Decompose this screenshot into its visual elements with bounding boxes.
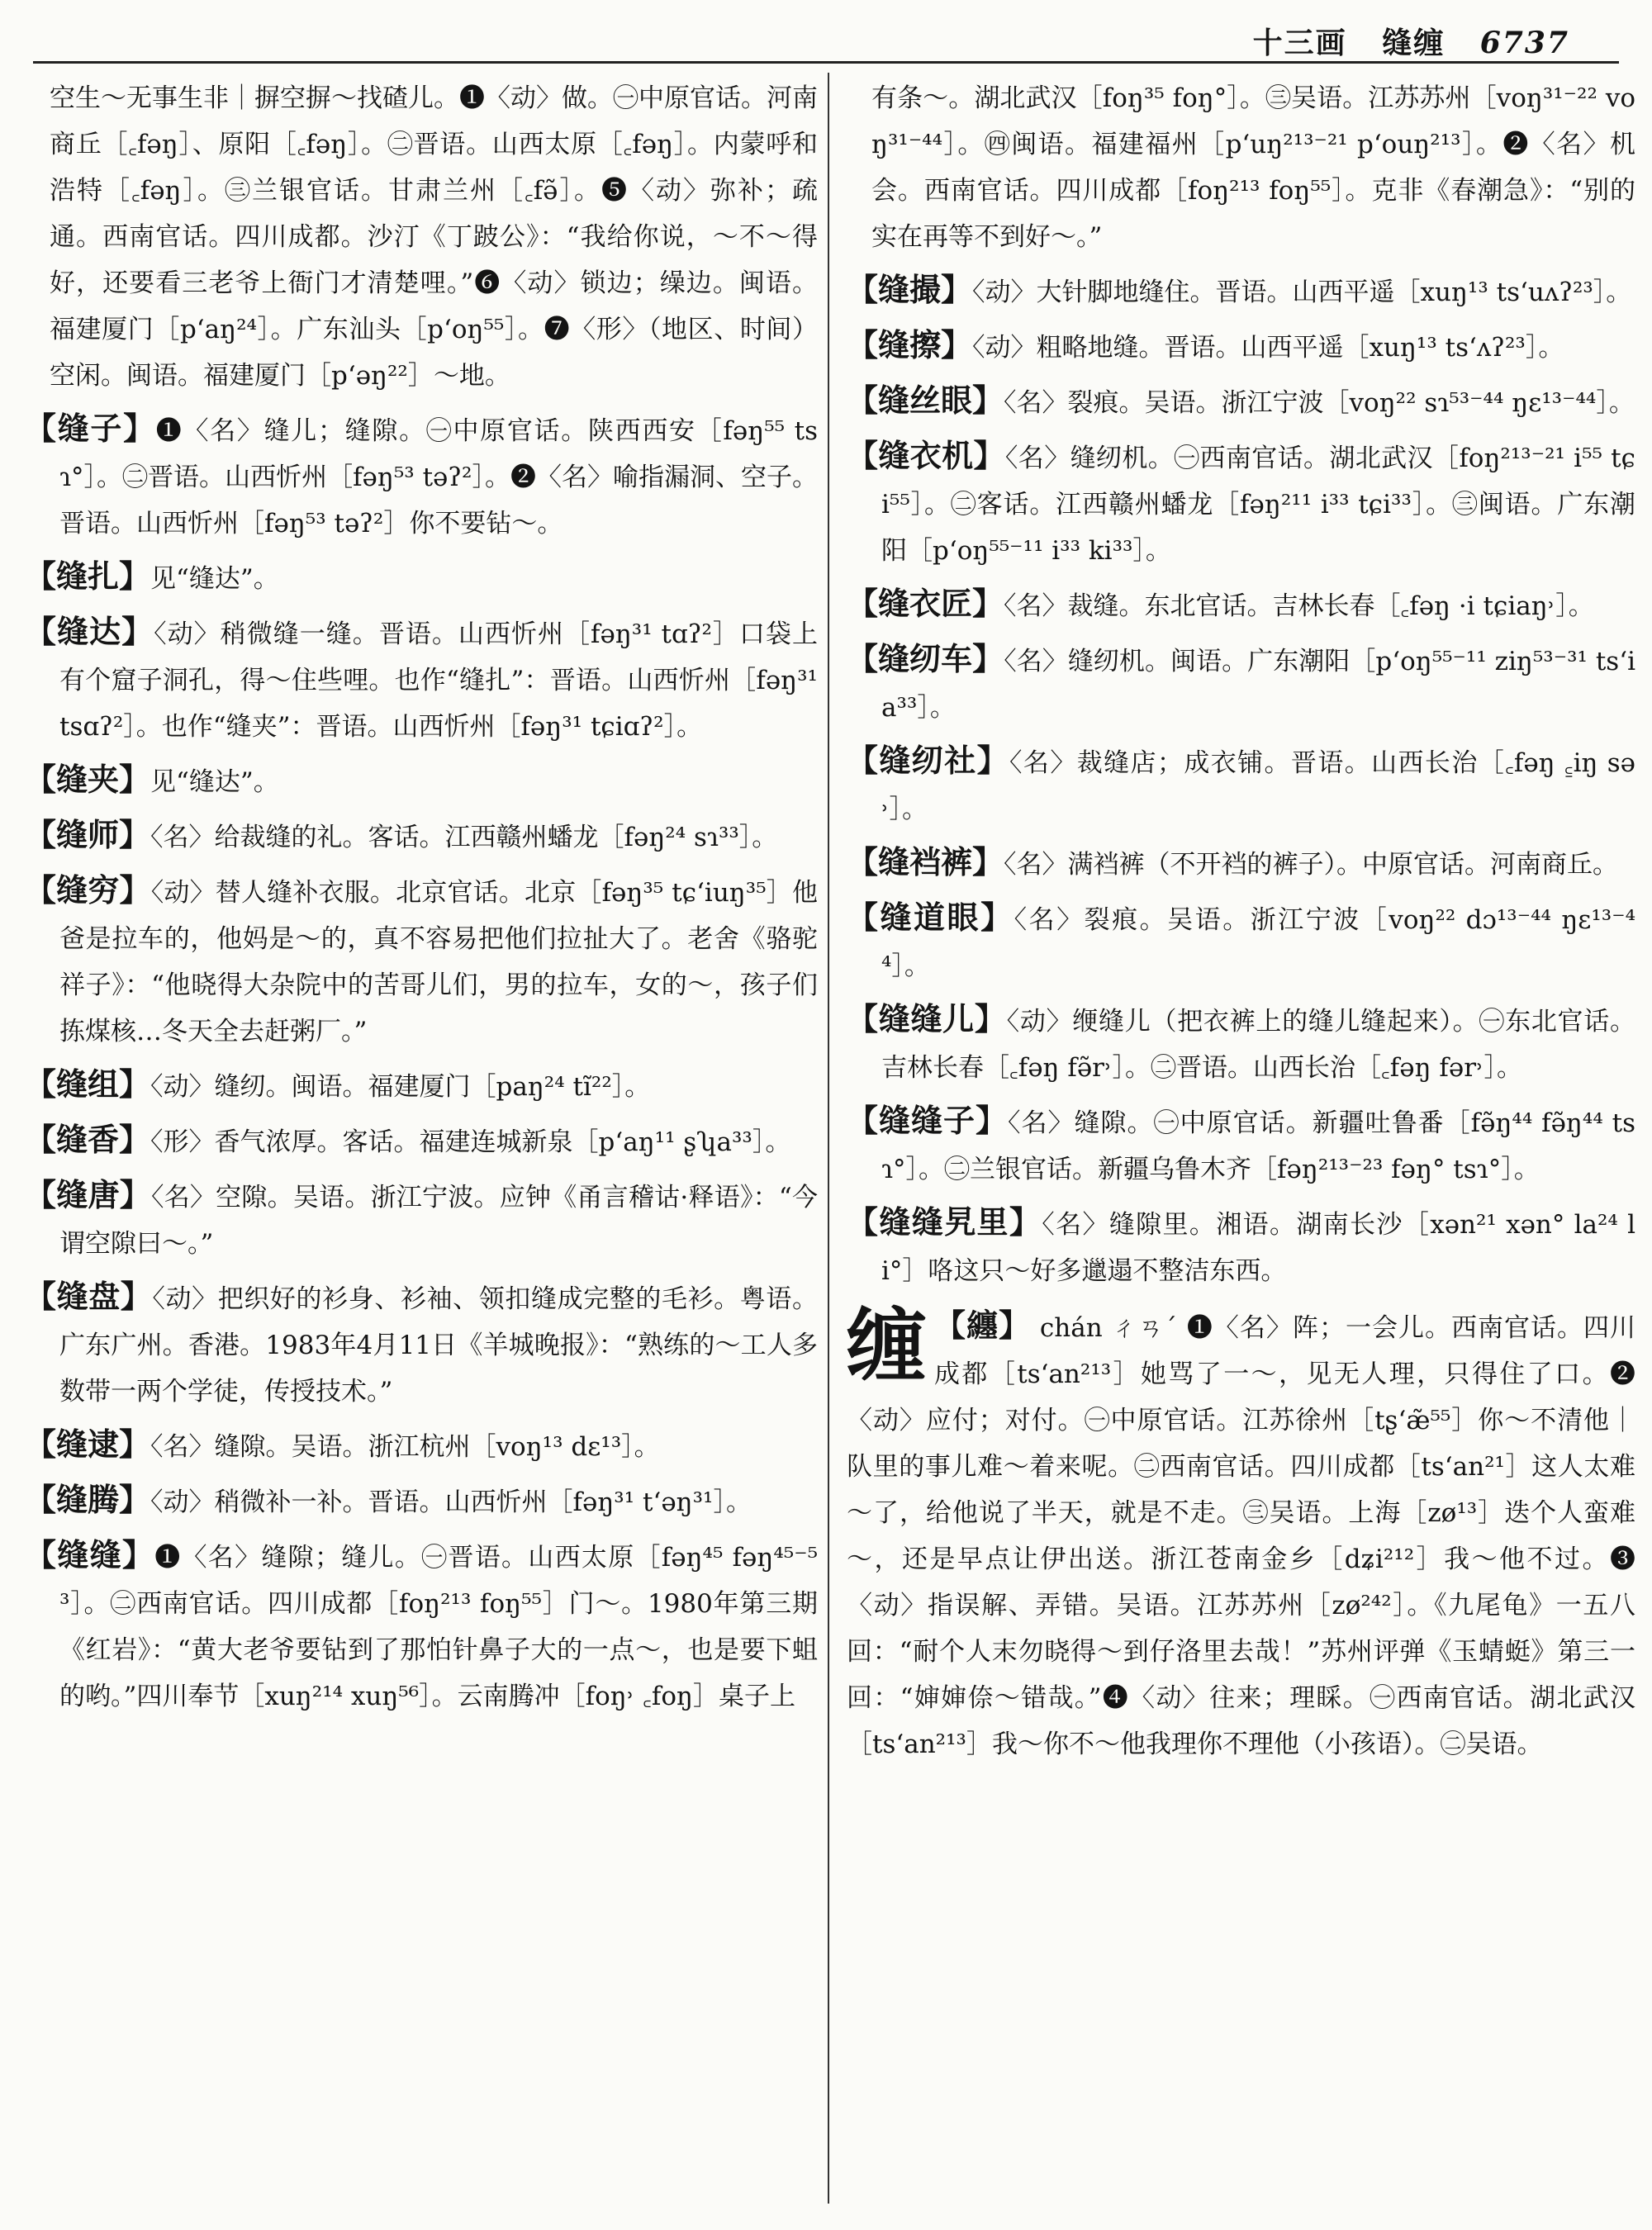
page-number: 6737: [1479, 26, 1569, 60]
entry-text: 有条～。湖北武汉［foŋ³⁵ foŋ°］。㊂吴语。江苏苏州［voŋ³¹⁻²² voŋ³¹⁻⁴⁴］。㊃闽语。福建福州［p‘uŋ²¹³⁻²¹ p‘ouŋ²¹³］。❷〈名〉机会。西南官话。四川成都［foŋ²¹³ foŋ⁵⁵］。克非《春潮急》：“别的实在再等不到好～。”: [871, 83, 1635, 252]
entry-headword: 【缝唐】: [25, 1176, 151, 1213]
entry-text: ❶〈名〉缝儿；缝隙。㊀中原官话。陕西西安［fəŋ⁵⁵ tsɿ°］。㊁晋语。山西忻州［fəŋ⁵³ təʔ²］。❷〈名〉喻指漏洞、空子。晋语。山西忻州［fəŋ⁵³ təʔ²］你不要钻～。: [59, 416, 818, 539]
entry-headword: 【缝子】: [25, 410, 156, 447]
dict-entry: [25, 1172, 818, 1267]
dict-entry: [847, 377, 1635, 426]
entry-text: 〈名〉裂痕。吴语。浙江宁波［voŋ²² dɔ¹³⁻⁴⁴ ŋɛ¹³⁻⁴⁴］。: [881, 905, 1635, 981]
dict-entry: [847, 73, 1635, 260]
dict-entry: [25, 1274, 818, 1415]
head-chars: 缝缠: [1382, 26, 1446, 60]
dict-entry: [25, 812, 818, 861]
entry-text: 〈名〉裁缝。东北官话。吉林长春［꜀fəŋ ·i tɕiaŋ˒］。: [1004, 591, 1594, 621]
entry-headword: 【缝缝】: [25, 1536, 155, 1573]
entry-headword: 【缝扎】: [25, 558, 151, 595]
entry-text: 〈动〉粗略地缝。晋语。山西平遥［xuŋ¹³ ts‘ʌʔ²³］。: [972, 333, 1564, 363]
right-column: [847, 73, 1635, 2222]
main-entry-text: chán ㄔㄢˊ ❶〈名〉阵；一会儿。西南官话。四川成都［ts‘an²¹³］她骂了一～，见无人理，只得住了口。❷〈动〉应付；对付。㊀中原官话。江苏徐州［tʂ‘æ̃⁵⁵］你～不清他｜队里的事儿难～着来呢。㊁西南官话。四川成都［ts‘an²¹］这人太难～了，给他说了半天，就是不走。㊂吴语。上海［zø¹³］迭个人蛮难～，还是早点让伊出送。浙江苍南金乡［dʑi²¹²］我～他不过。❸〈动〉指误解、弄错。吴语。江苏苏州［zø²⁴²］。《九尾龟》一五八回：“耐个人末勿晓得～到仔洛里去哉！”苏州评弹《玉蜻蜓》第三一回：“婶婶倷～错哉。”❹〈动〉往来；理睬。㊀西南官话。湖北武汉［ts‘an²¹³］我～你不～他我理你不理他（小孩语）。㊁吴语。: [847, 1313, 1635, 1759]
entry-headword: 【缝擦】: [847, 326, 973, 363]
dict-entry: [847, 433, 1635, 574]
dict-entry: [847, 322, 1635, 371]
dict-entry: [847, 581, 1635, 629]
entry-headword: 【缝夹】: [25, 761, 151, 798]
main-character-entry: [847, 1298, 1635, 1767]
dict-entry: [25, 406, 818, 547]
entry-text: 〈名〉裂痕。吴语。浙江宁波［voŋ²² sɿ⁵³⁻⁴⁴ ŋɛ¹³⁻⁴⁴］。: [1004, 388, 1635, 418]
dict-entry: [847, 738, 1635, 833]
dict-entry: [25, 1061, 818, 1110]
entry-headword: 【缝缝儿】: [847, 1000, 1007, 1037]
entry-headword: 【缝撮】: [847, 271, 973, 308]
entry-text: 〈名〉给裁缝的礼。客话。江西赣州蟠龙［fəŋ²⁴ sɿ³³］。: [150, 823, 778, 852]
entry-headword: 【缝师】: [25, 816, 151, 853]
dict-entry: [847, 996, 1635, 1091]
entry-text: 〈动〉把织好的衫身、衫袖、领扣缝成完整的毛衫。粤语。广东广州。香港。1983年4月11日《羊城晚报》：“熟练的～工人多数带一两个学徒，传授技术。”: [59, 1284, 818, 1407]
dict-entry: [25, 553, 818, 602]
entry-headword: 【缝缝子】: [847, 1102, 1009, 1139]
dict-entry: [25, 1477, 818, 1525]
dict-entry: [25, 1117, 818, 1165]
entry-text: 〈名〉缝纫机。闽语。广东潮阳［p‘oŋ⁵⁵⁻¹¹ ziŋ⁵³⁻³¹ ts‘ia³³］。: [881, 647, 1635, 723]
entry-text: 〈动〉缏缝儿（把衣裤上的缝儿缝起来）。㊀东北官话。吉林长春［꜀fəŋ fə̃r˒］。㊁晋语。山西长治［꜀fəŋ fər˒］。: [881, 1007, 1635, 1083]
entry-text: 〈名〉缝纫机。㊀西南官话。湖北武汉［foŋ²¹³⁻²¹ i⁵⁵ tɕi⁵⁵］。㊁客话。江西赣州蟠龙［fəŋ²¹¹ i³³ tɕi³³］。㊂闽语。广东潮阳［p‘oŋ⁵⁵⁻¹¹ i³³ ki³³］。: [881, 444, 1635, 566]
dict-entry: [847, 894, 1635, 989]
entry-text: 〈动〉替人缝补衣服。北京官话。北京［fəŋ³⁵ tɕ‘iuŋ³⁵］他爸是拉车的，他妈是～的，真不容易把他们拉扯大了。老舍《骆驼祥子》：“他晓得大杂院中的苦哥儿们，男的拉车，女的～，孩子们拣煤核…冬天全去赶粥厂。”: [59, 878, 818, 1046]
entry-text: 〈名〉缝隙里。湘语。湖南长沙［xən²¹ xən° la²⁴ li°］咯这只～好多邋遢不整洁东西。: [881, 1210, 1635, 1286]
entry-headword: 【缝组】: [25, 1065, 151, 1103]
entry-headword: 【缝腾】: [25, 1481, 151, 1518]
entry-text: 空生～无事生非｜摒空摒～找碴儿。❶〈动〉做。㊀中原官话。河南商丘［꜀fəŋ］、原阳［꜀fəŋ］。㊁晋语。山西太原［꜀fəŋ］。内蒙呼和浩特［꜀fəŋ］。㊂兰银官话。甘肃兰州［꜀fə̃］。❺〈动〉弥补；疏通。西南官话。四川成都。沙汀《丁跛公》：“我给你说，～不～得好，还要看三老爷上衙门才清楚哩。”❻〈动〉锁边；缲边。闽语。福建厦门［p‘aŋ²⁴］。广东汕头［p‘oŋ⁵⁵］。❼〈形〉（地区、时间）空闲。闽语。福建厦门［p‘əŋ²²］～地。: [50, 83, 818, 391]
entry-headword: 【缝衣匠】: [847, 585, 1004, 622]
entry-text: 〈名〉满裆裤（不开裆的裤子）。中原官话。河南商丘。: [1004, 850, 1619, 880]
entry-headword: 【缝逮】: [25, 1426, 151, 1463]
main-character: 缠: [847, 1298, 926, 1392]
entry-headword: 【缝盘】: [25, 1278, 153, 1315]
section-label: 十三画: [1252, 26, 1347, 60]
dict-entry: [847, 267, 1635, 316]
entry-text: 〈动〉缝纫。闽语。福建厦门［paŋ²⁴ tĩ²²］。: [150, 1072, 651, 1102]
traditional-variant: 【纏】: [934, 1307, 1032, 1344]
page-header: [33, 15, 1619, 64]
entry-headword: 【缝缝旯里】: [847, 1203, 1042, 1241]
column-divider: [828, 73, 829, 2204]
entry-headword: 【缝丝眼】: [847, 382, 1004, 419]
entry-text: 〈动〉稍微缝一缝。晋语。山西忻州［fəŋ³¹ tɑʔ²］口袋上有个窟子洞孔，得～住些哩。也作“缝扎”：晋语。山西忻州［fəŋ³¹ tsɑʔ²］。也作“缝夹”：晋语。山西忻州［fəŋ³¹ tɕiɑʔ²］。: [59, 619, 818, 742]
dict-entry: [25, 1532, 818, 1720]
entry-headword: 【缝穷】: [25, 871, 151, 909]
entry-text: 〈名〉缝隙。㊀中原官话。新疆吐鲁番［fə̃ŋ⁴⁴ fə̃ŋ⁴⁴ tsɿ°］。㊁兰银官话。新疆乌鲁木齐［fəŋ²¹³⁻²³ fəŋ° tsɿ°］。: [881, 1108, 1635, 1184]
dict-entry: [847, 636, 1635, 731]
entry-headword: 【缝道眼】: [847, 899, 1014, 936]
running-head: [1230, 20, 1569, 62]
entry-headword: 【缝衣机】: [847, 437, 1005, 474]
entry-headword: 【缝达】: [25, 613, 154, 650]
entry-headword: 【缝纫社】: [847, 742, 1010, 779]
dict-entry: [847, 1199, 1635, 1294]
dict-entry: [25, 1421, 818, 1470]
entry-text: 〈形〉香气浓厚。客话。福建连城新泉［p‘aŋ¹¹ ʂʮa³³］。: [150, 1127, 791, 1157]
entry-text: 〈名〉空隙。吴语。浙江宁波。应钟《甬言稽诂·释语》：“今谓空隙曰～。”: [59, 1183, 818, 1259]
entry-text: 〈动〉稍微补一补。晋语。山西忻州［fəŋ³¹ t‘əŋ³¹］。: [150, 1487, 752, 1517]
entry-text: ❶〈名〉缝隙；缝儿。㊀晋语。山西太原［fəŋ⁴⁵ fəŋ⁴⁵⁻⁵³］。㊁西南官话。四川成都［foŋ²¹³ foŋ⁵⁵］门～。1980年第三期《红岩》：“黄大老爷要钻到了那怕针鼻子大的一点～，也是要下蛆的哟。”四川奉节［xuŋ²¹⁴ xuŋ⁵⁶］。云南腾冲［foŋ˒ ꜀foŋ］桌子上: [59, 1543, 818, 1711]
entry-headword: 【缝纫车】: [847, 640, 1004, 677]
dict-entry: [25, 73, 818, 399]
entry-text: 〈名〉裁缝店；成衣铺。晋语。山西长治［꜀fəŋ ꜁iŋ sə˒］。: [881, 748, 1635, 824]
dict-entry: [847, 839, 1635, 888]
entry-headword: 【缝裆裤】: [847, 843, 1004, 880]
dict-entry: [847, 1098, 1635, 1193]
left-column: [25, 73, 818, 2222]
entry-text: 〈动〉大针脚地缝住。晋语。山西平遥［xuŋ¹³ ts‘uʌʔ²³］。: [972, 278, 1632, 307]
dict-entry: [25, 609, 818, 750]
entry-headword: 【缝香】: [25, 1121, 151, 1158]
entry-text: 见“缝达”。: [150, 767, 279, 797]
entry-text: 〈名〉缝隙。吴语。浙江杭州［voŋ¹³ dɛ¹³］。: [150, 1432, 660, 1462]
dict-entry: [25, 757, 818, 805]
entry-text: 见“缝达”。: [150, 564, 279, 594]
dict-entry: [25, 867, 818, 1055]
